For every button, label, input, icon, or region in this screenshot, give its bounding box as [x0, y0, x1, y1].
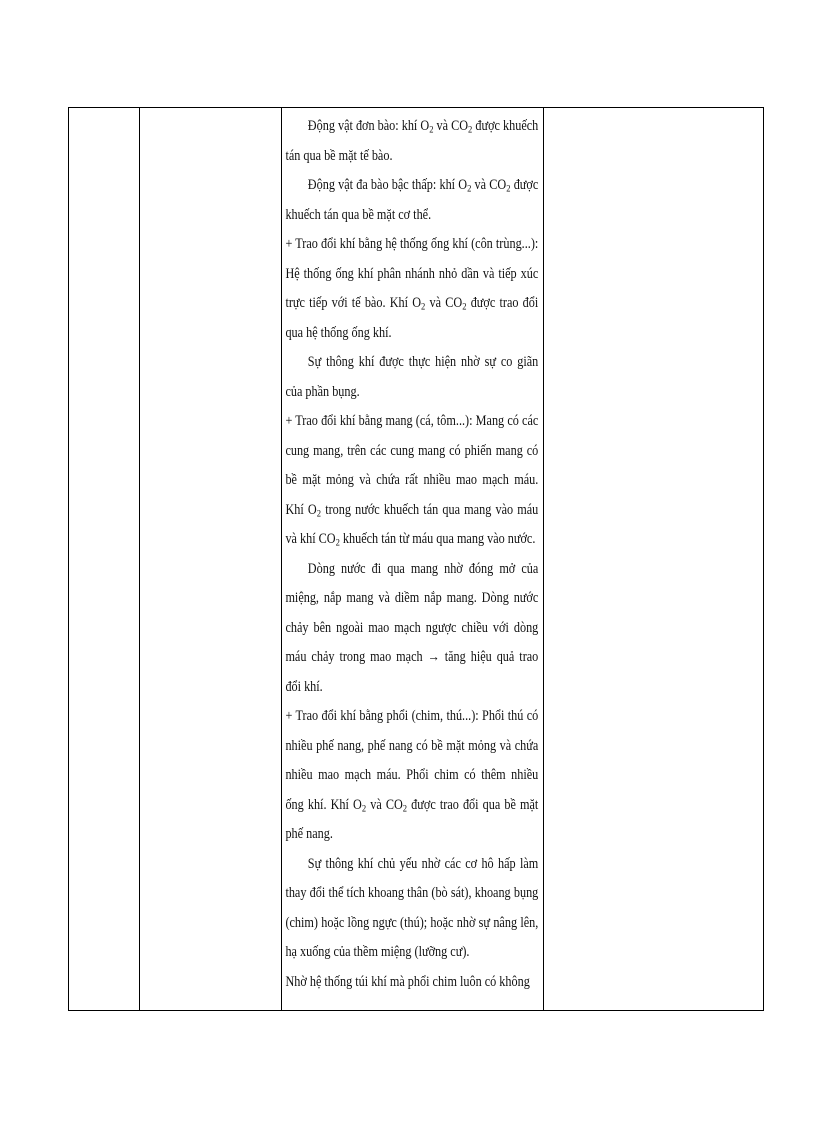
- paragraph: [285, 112, 538, 171]
- text-run: + Trao đổi khí bằng mang (cá, tôm...): Mang có các cung mang, trên các cung mang có phiến mang có bề mặt mỏng và chứa rất nhiều mao mạch máu. Khí O: [285, 413, 539, 518]
- paragraph: [285, 171, 538, 230]
- text-run: và CO: [366, 796, 403, 813]
- text-run: Động vật đa bào bậc thấp: khí O: [307, 177, 468, 193]
- table-cell-col-4: [544, 108, 764, 1011]
- table-row: [69, 108, 764, 1011]
- text-run: và CO: [425, 295, 463, 311]
- text-run: + Trao đổi khí bằng hệ thống ống khí (côn trùng...): Hệ thống ống khí phân nhánh nhỏ dần và tiếp xúc trực tiếp với tế bào. Khí O: [285, 236, 539, 311]
- subscript: 2: [316, 507, 322, 519]
- table-cell-col-1: [69, 108, 140, 1011]
- table-cell-col-2: [140, 108, 282, 1011]
- subscript: 2: [468, 124, 473, 136]
- paragraph: [285, 407, 538, 555]
- paragraph: [285, 348, 538, 407]
- subscript: 2: [429, 124, 434, 136]
- text-run: và CO: [471, 177, 507, 193]
- subscript: 2: [467, 183, 472, 195]
- text-run: Động vật đơn bào: khí O: [307, 118, 430, 134]
- text-run: được trao đổi qua bề mặt phế nang.: [285, 796, 539, 842]
- text-run: được khuếch tán qua bề mặt cơ thể.: [285, 177, 539, 223]
- text-run: Dòng nước đi qua mang nhờ đóng mở của miệng, nắp mang và diềm nắp mang. Dòng nước chảy bên ngoài mao mạch ngược chiều với dòng máu chảy trong mao mạch → tăng hiệu quả trao đổi khí.: [285, 560, 539, 695]
- text-run: và CO: [433, 118, 469, 134]
- text-run: Nhờ hệ thống túi khí mà phổi chim luôn có không: [285, 973, 530, 990]
- text-run: Sự thông khí được thực hiện nhờ sự co giãn của phần bụng.: [285, 354, 539, 400]
- paragraph: [285, 850, 538, 968]
- text-run: được trao đổi qua hệ thống ống khí.: [285, 295, 539, 341]
- paragraph: [285, 968, 538, 998]
- subscript: 2: [506, 183, 511, 195]
- paragraph: [285, 230, 538, 348]
- content-table: [68, 107, 764, 1011]
- text-run: trong nước khuếch tán qua mang vào máu và khí CO: [285, 501, 539, 547]
- table-cell-col-3: [282, 108, 544, 1011]
- subscript: 2: [361, 802, 367, 814]
- text-run: khuếch tán từ máu qua mang vào nước.: [339, 531, 536, 547]
- paragraph: [285, 702, 538, 850]
- subscript: 2: [462, 301, 467, 313]
- subscript: 2: [335, 537, 340, 549]
- subscript: 2: [402, 802, 408, 814]
- cell-text-content: [282, 108, 542, 997]
- paragraph: [285, 555, 538, 703]
- text-run: được khuếch tán qua bề mặt tế bào.: [285, 118, 539, 164]
- text-run: Sự thông khí chủ yếu nhờ các cơ hô hấp làm thay đổi thể tích khoang thân (bò sát), khoang bụng (chim) hoặc lồng ngực (thú); hoặc nhờ sự nâng lên, hạ xuống của thềm miệng (lưỡng cư).: [285, 855, 539, 960]
- text-run: + Trao đổi khí bằng phổi (chim, thú...): Phổi thú có nhiều phế nang, phế nang có bề mặt mỏng và chứa nhiều mao mạch máu. Phổi chim có thêm nhiều ống khí. Khí O: [285, 708, 539, 813]
- subscript: 2: [421, 301, 426, 313]
